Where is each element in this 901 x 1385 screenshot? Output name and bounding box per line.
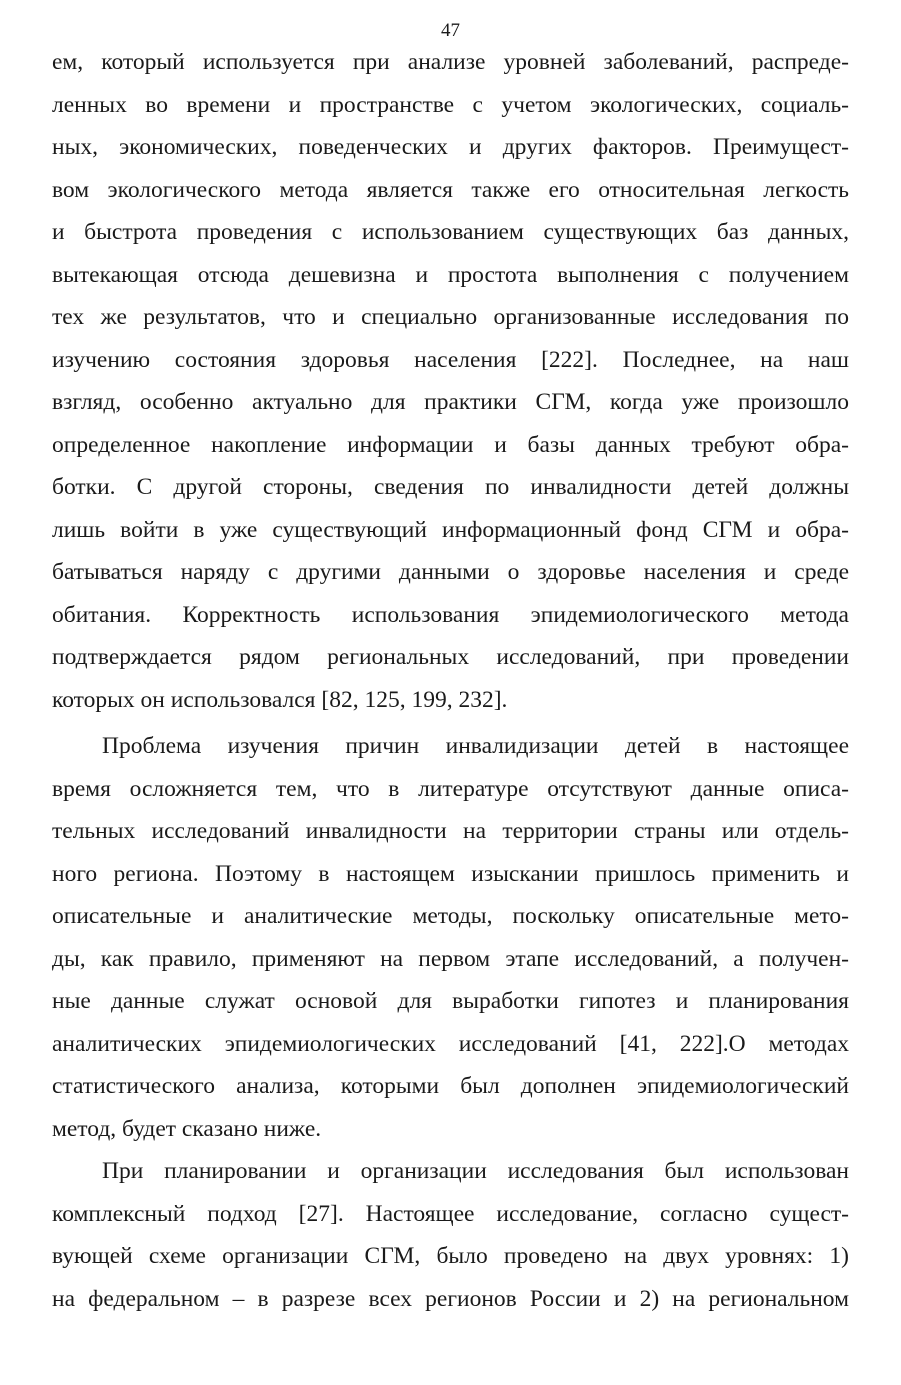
text-line: изучению состояния здоровья населения [222]. Последнее, на наш [52,346,849,373]
text-line: вующей схеме организации СГМ, было проведено на двух уровнях: 1) [52,1243,849,1269]
text-line: батываться наряду с другими данными о здоровье населения и среде [52,559,849,585]
text-line: описательные и аналитические методы, поскольку описательные мето- [52,903,849,929]
text-line: ные данные служат основой для выработки гипотез и планирования [52,988,849,1014]
text-line: время осложняется тем, что в литературе отсутствуют данные описа- [52,775,849,802]
text-line: ем, который используется при анализе уровней заболеваний, распреде- [52,49,849,75]
text-line: взгляд, особенно актуально для практики СГМ, когда уже произошло [52,389,849,415]
text-line: вытекающая отсюда дешевизна и простота выполнения с получением [52,261,849,288]
paragraph-1 [52,41,849,721]
text-line: тельных исследований инвалидности на территории страны или отдель- [52,818,849,844]
text-line: ных, экономических, поведенческих и других факторов. Преимущест- [52,134,849,160]
paragraph-2 [52,725,849,1150]
text-line: ного региона. Поэтому в настоящем изыскании пришлось применить и [52,860,849,887]
text-line: При планировании и организации исследования был использован [102,1158,849,1184]
text-line: обитания. Корректность использования эпидемиологического метода [52,601,849,628]
text-line: метод, будет сказано ниже. [52,1115,322,1142]
text-line: тех же результатов, что и специально организованные исследования по [52,304,849,330]
text-line: и быстрота проведения с использованием существующих баз данных, [52,219,849,245]
text-line: на федеральном – в разрезе всех регионов России и 2) на региональном [52,1285,849,1312]
text-line: ды, как правило, применяют на первом этапе исследований, а получен- [52,945,849,972]
text-line: Проблема изучения причин инвалидизации детей в настоящее [102,733,849,759]
text-line: которых он использовался [82, 125, 199, 232]. [52,686,508,713]
paragraph-3 [52,1150,849,1320]
text-line: комплексный подход [27]. Настоящее исследование, согласно сущест- [52,1200,849,1227]
text-line: статистического анализа, которыми был дополнен эпидемиологический [52,1073,849,1099]
text-line: вом экологического метода является также его относительная легкость [52,176,849,203]
text-line: подтверждается рядом региональных исследований, при проведении [52,644,849,670]
text-line: определенное накопление информации и базы данных требуют обра- [52,431,849,458]
text-line: ботки. С другой стороны, сведения по инвалидности детей должны [52,474,849,500]
text-line: ленных во времени и пространстве с учетом экологических, социаль- [52,91,849,118]
page-number: 47 [441,20,460,41]
text-line: лишь войти в уже существующий информационный фонд СГМ и обра- [52,516,849,543]
text-line: аналитических эпидемиологических исследований [41, 222].О методах [52,1030,849,1057]
